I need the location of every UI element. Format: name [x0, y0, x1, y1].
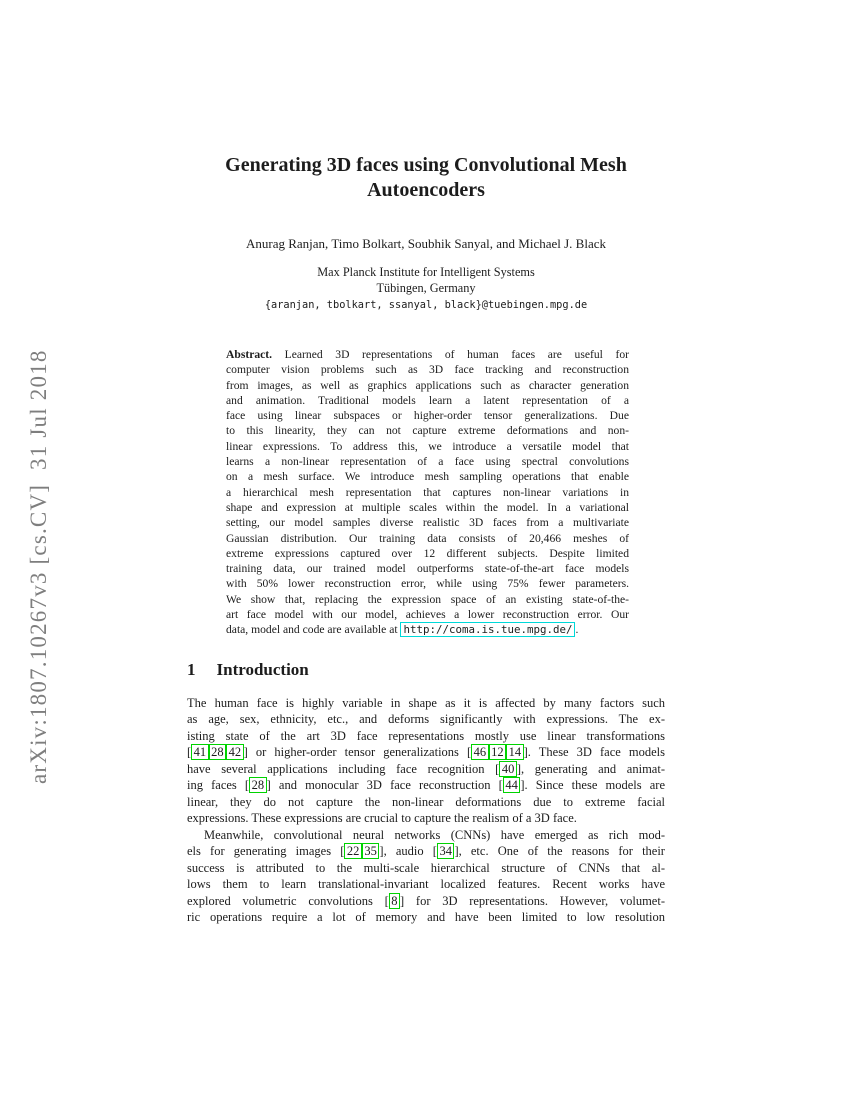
abstract-label: Abstract.	[226, 348, 273, 361]
author-emails: {aranjan, tbolkart, ssanyal, black}@tuebingen.mpg.de	[264, 299, 588, 311]
citation-link[interactable]: 42	[226, 744, 244, 760]
text-line: on a mesh surface. We introduce mesh sampling operations that enable	[226, 470, 629, 484]
citation-link[interactable]: 14	[506, 744, 524, 760]
text-line: explored volumetric convolutions [ 8 ] for 3D representations. However, volumet-	[187, 893, 665, 908]
paper-title-line: Autoencoders	[367, 179, 485, 201]
abstract-block	[226, 347, 629, 638]
text-line: [ 41 28 42 ] or higher-order tensor generalizations [ 46 12 14 ]. These 3D face models	[187, 745, 665, 760]
text-line: isting state of the art 3D face representations mostly use linear transformations	[187, 728, 665, 743]
citation-link[interactable]: 22	[344, 843, 362, 859]
text-line: computer vision problems such as 3D face tracking and reconstruction	[226, 363, 629, 377]
citation-link[interactable]: 44	[503, 777, 521, 793]
section-number: 1	[187, 659, 196, 679]
text-line: We show that, replacing the expression space of an existing state-of-the-	[226, 592, 629, 606]
text-line: from images, as well as graphics applications such as character generation	[226, 378, 629, 392]
text-line: ric operations require a lot of memory and have been limited to low resolution	[187, 910, 665, 925]
text-line: a hierarchical mesh representation that captures non-linear variations in	[226, 485, 629, 499]
paper-url-link[interactable]: http://coma.is.tue.mpg.de/	[400, 622, 575, 637]
text-line: as age, sex, ethnicity, etc., and deforms significantly with expressions. The ex-	[187, 712, 665, 727]
affiliation-institute: Max Planck Institute for Intelligent Systems	[317, 265, 535, 279]
citation-link[interactable]: 28	[249, 777, 267, 793]
citation-link[interactable]: 8	[389, 893, 400, 909]
section-heading-introduction	[187, 660, 665, 680]
text-line: linear, they do not capture the non-linear deformations due to extreme facial	[187, 794, 665, 809]
text-line: data, model and code are available at http://coma.is.tue.mpg.de/ .	[226, 623, 579, 637]
citation-link[interactable]: 34	[437, 843, 455, 859]
citation-link[interactable]: 28	[209, 744, 227, 760]
affiliation-city: Tübingen, Germany	[376, 280, 476, 295]
text-line: training data, our trained model outperforms state-of-the-art face models	[226, 562, 629, 576]
affiliation-block	[187, 265, 665, 296]
text-line: with 50% lower reconstruction error, while using 75% fewer parameters.	[226, 577, 629, 591]
text-line: extreme expressions captured over 12 different subjects. Despite limited	[226, 546, 629, 560]
paper-title	[187, 153, 665, 203]
arxiv-watermark: arXiv:1807.10267v3 [cs.CV] 31 Jul 2018	[26, 349, 51, 784]
paper-title-line: Generating 3D faces using Convolutional Mesh	[225, 154, 627, 176]
text-line: The human face is highly variable in shape as it is affected by many factors such	[187, 695, 665, 710]
citation-link[interactable]: 41	[191, 744, 209, 760]
text-line: Meanwhile, convolutional neural networks (CNNs) have emerged as rich mod-	[204, 827, 665, 842]
citation-link[interactable]: 40	[499, 761, 517, 777]
text-line: setting, our model samples diverse realistic 3D faces from a multivariate	[226, 516, 629, 530]
intro-paragraph-1	[187, 695, 665, 827]
text-line: art face model with our model, achieves a lower reconstruction error. Our	[226, 608, 629, 622]
text-line: linear expressions. To address this, we introduce a versatile model that	[226, 439, 629, 453]
text-line: Gaussian distribution. Our training data consists of 20,466 meshes of	[226, 531, 629, 545]
text-line: Abstract. Learned 3D representations of human faces are useful for	[226, 348, 629, 361]
citation-link[interactable]: 12	[489, 744, 507, 760]
text-line: face using linear subspaces or higher-order tensor generalizations. Due	[226, 409, 629, 423]
text-line: lows them to learn translational-invariant localized features. Recent works have	[187, 877, 665, 892]
paper-content-column	[187, 0, 665, 926]
citation-link[interactable]: 35	[362, 843, 380, 859]
citation-link[interactable]: 46	[471, 744, 489, 760]
text-line: shape and expression at multiple scales within the model. In a variational	[226, 500, 629, 514]
text-line: to this linearity, they can not capture extreme deformations and non-	[226, 424, 629, 438]
intro-paragraph-2	[187, 827, 665, 926]
authors-line: Anurag Ranjan, Timo Bolkart, Soubhik Sanyal, and Michael J. Black	[246, 236, 606, 251]
text-line: ing faces [ 28 ] and monocular 3D face reconstruction [ 44 ]. Since these models are	[187, 778, 666, 793]
section-title: Introduction	[216, 659, 309, 679]
text-line: els for generating images [ 22 35 ], audio [ 34 ], etc. One of the reasons for their	[187, 844, 665, 859]
text-line: have several applications including face recognition [ 40 ], generating and animat-	[187, 761, 665, 776]
text-line: learns a non-linear representation of a face using spectral convolutions	[226, 455, 629, 469]
text-line: success is attributed to the multi-scale hierarchical structure of CNNs that al-	[187, 860, 665, 875]
text-line: expressions. These expressions are crucial to capture the realism of a 3D face.	[187, 811, 577, 826]
text-line: and animation. Traditional models learn a latent representation of a	[226, 393, 629, 407]
